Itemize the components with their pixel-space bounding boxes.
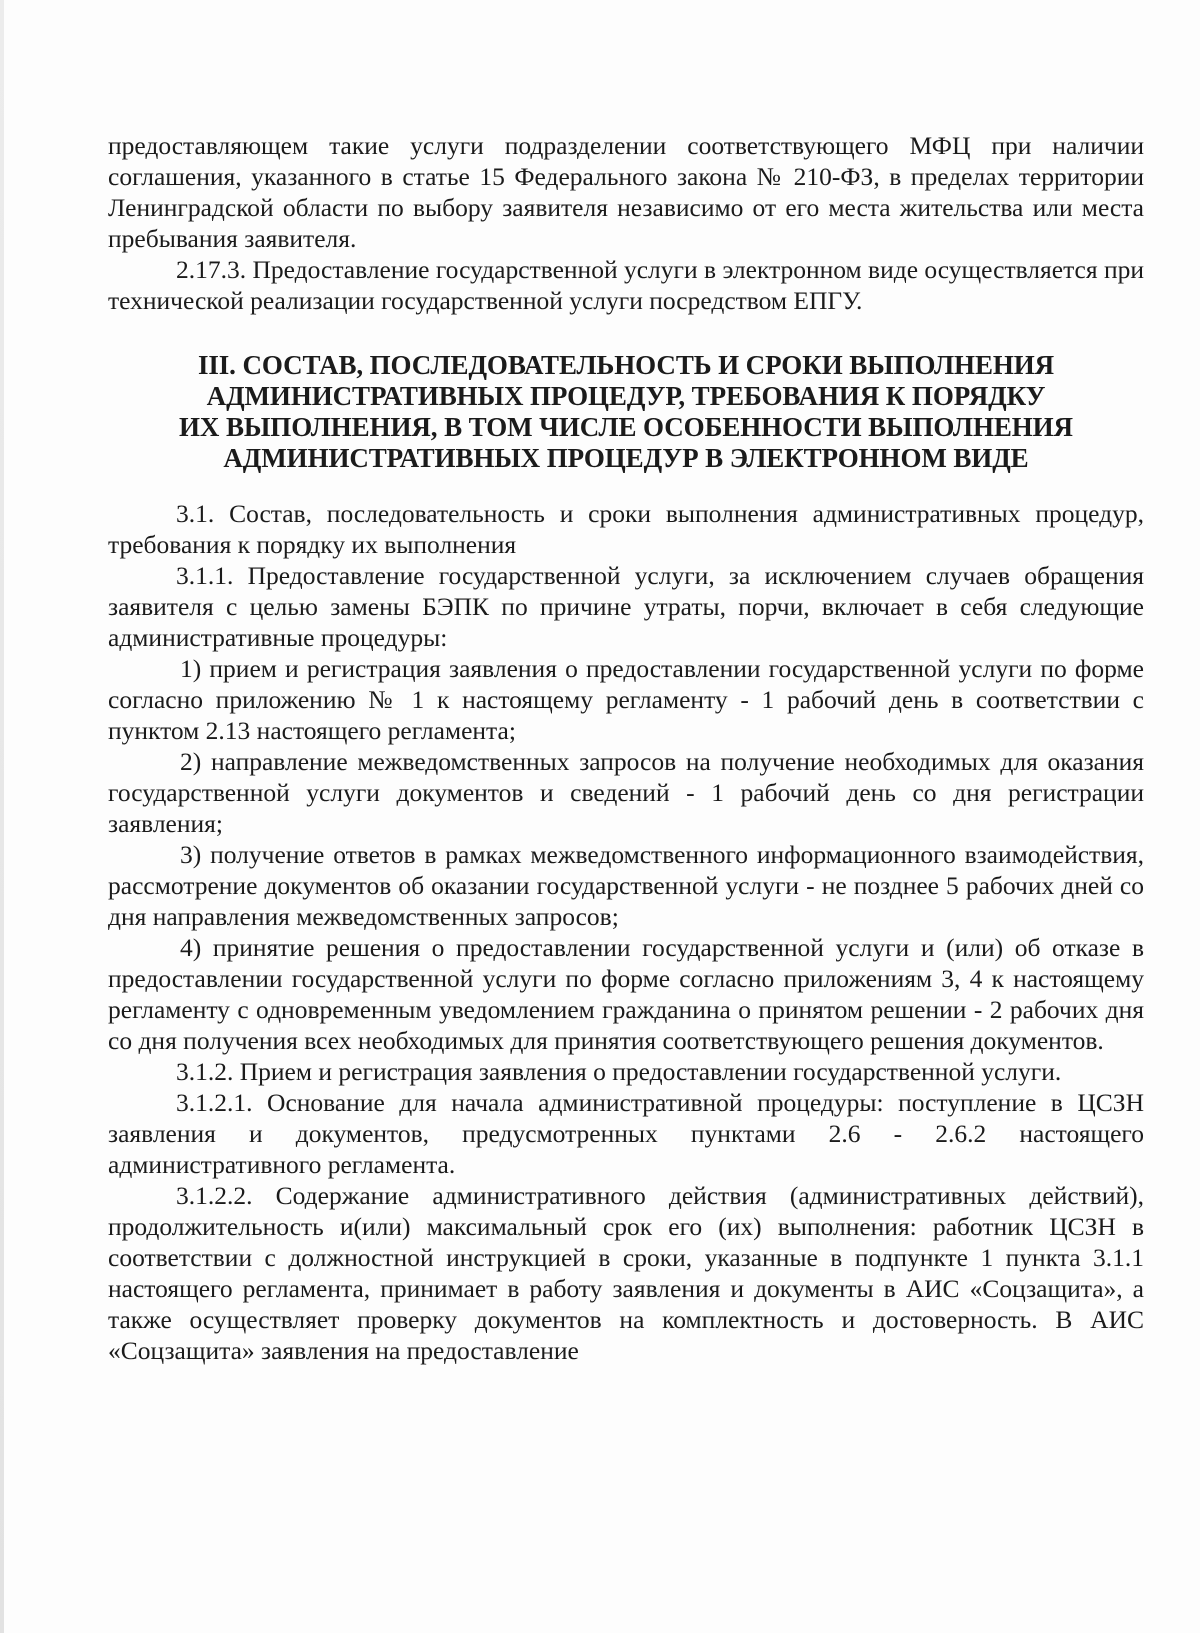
paragraph-3-1-2-1: 3.1.2.1. Основание для начала административной процедуры: поступление в ЦСЗН заявления и документов, предусмотренных пунктами 2.6 - 2.6.2 настоящего административного регламента. — [108, 1088, 1144, 1179]
intro-paragraph: предоставляющем такие услуги подразделении соответствующего МФЦ при наличии соглашения, указанного в статье 15 Федерального закона № 210-ФЗ, в пределах территории Ленинградской области по выбору заявителя независимо от его места жительства или места пребывания заявителя. — [108, 131, 1144, 253]
list-item-1: 1) прием и регистрация заявления о предоставлении государственной услуги по форме согласно приложению № 1 к настоящему регламенту - 1 рабочий день в соответствии с пунктом 2.13 настоящего регламента; — [108, 654, 1144, 745]
section-heading — [108, 350, 1144, 474]
section-heading-line: ИХ ВЫПОЛНЕНИЯ, В ТОМ ЧИСЛЕ ОСОБЕННОСТИ ВЫПОЛНЕНИЯ — [179, 412, 1073, 442]
document-body — [108, 130, 1144, 1366]
scan-edge — [0, 0, 4, 1633]
paragraph-3-1-2-2: 3.1.2.2. Содержание административного действия (административных действий), продолжительность и(или) максимальный срок его (их) выполнения: работник ЦСЗН в соответствии с должностной инструкцией в сроки, указанные в подпункте 1 пункта 3.1.1 настоящего регламента, принимает в работу заявления и документы в АИС «Соцзащита», а также осуществляет проверку документов на комплектность и достоверность. В АИС «Соцзащита» заявления на предоставление — [108, 1181, 1144, 1365]
list-item-3: 3) получение ответов в рамках межведомственного информационного взаимодействия, рассмотрение документов об оказании государственной услуги - не позднее 5 рабочих дней со дня направления межведомственных запросов; — [108, 840, 1144, 931]
paragraph-2-17-3: 2.17.3. Предоставление государственной услуги в электронном виде осуществляется при технической реализации государственной услуги посредством ЕПГУ. — [108, 255, 1144, 315]
paragraph-3-1-1: 3.1.1. Предоставление государственной услуги, за исключением случаев обращения заявителя с целью замены БЭПК по причине утраты, порчи, включает в себя следующие административные процедуры: — [108, 561, 1144, 652]
section-heading-line: АДМИНИСТРАТИВНЫХ ПРОЦЕДУР, ТРЕБОВАНИЯ К ПОРЯДКУ — [206, 381, 1046, 411]
paragraph-3-1-2: 3.1.2. Прием и регистрация заявления о предоставлении государственной услуги. — [176, 1057, 1062, 1086]
list-item-2: 2) направление межведомственных запросов на получение необходимых для оказания государственной услуги документов и сведений - 1 рабочий день со дня регистрации заявления; — [108, 747, 1144, 838]
section-heading-line: III. СОСТАВ, ПОСЛЕДОВАТЕЛЬНОСТЬ И СРОКИ ВЫПОЛНЕНИЯ — [197, 350, 1055, 380]
list-item-4: 4) принятие решения о предоставлении государственной услуги и (или) об отказе в предоставлении государственной услуги по форме согласно приложениям 3, 4 к настоящему регламенту с одновременным уведомлением гражданина о принятом решении - 2 рабочих дня со дня получения всех необходимых для принятия соответствующего решения документов. — [108, 933, 1144, 1055]
section-heading-line: АДМИНИСТРАТИВНЫХ ПРОЦЕДУР В ЭЛЕКТРОННОМ ВИДЕ — [223, 443, 1029, 473]
paragraph-3-1: 3.1. Состав, последовательность и сроки выполнения административных процедур, требования к порядку их выполнения — [108, 499, 1144, 559]
